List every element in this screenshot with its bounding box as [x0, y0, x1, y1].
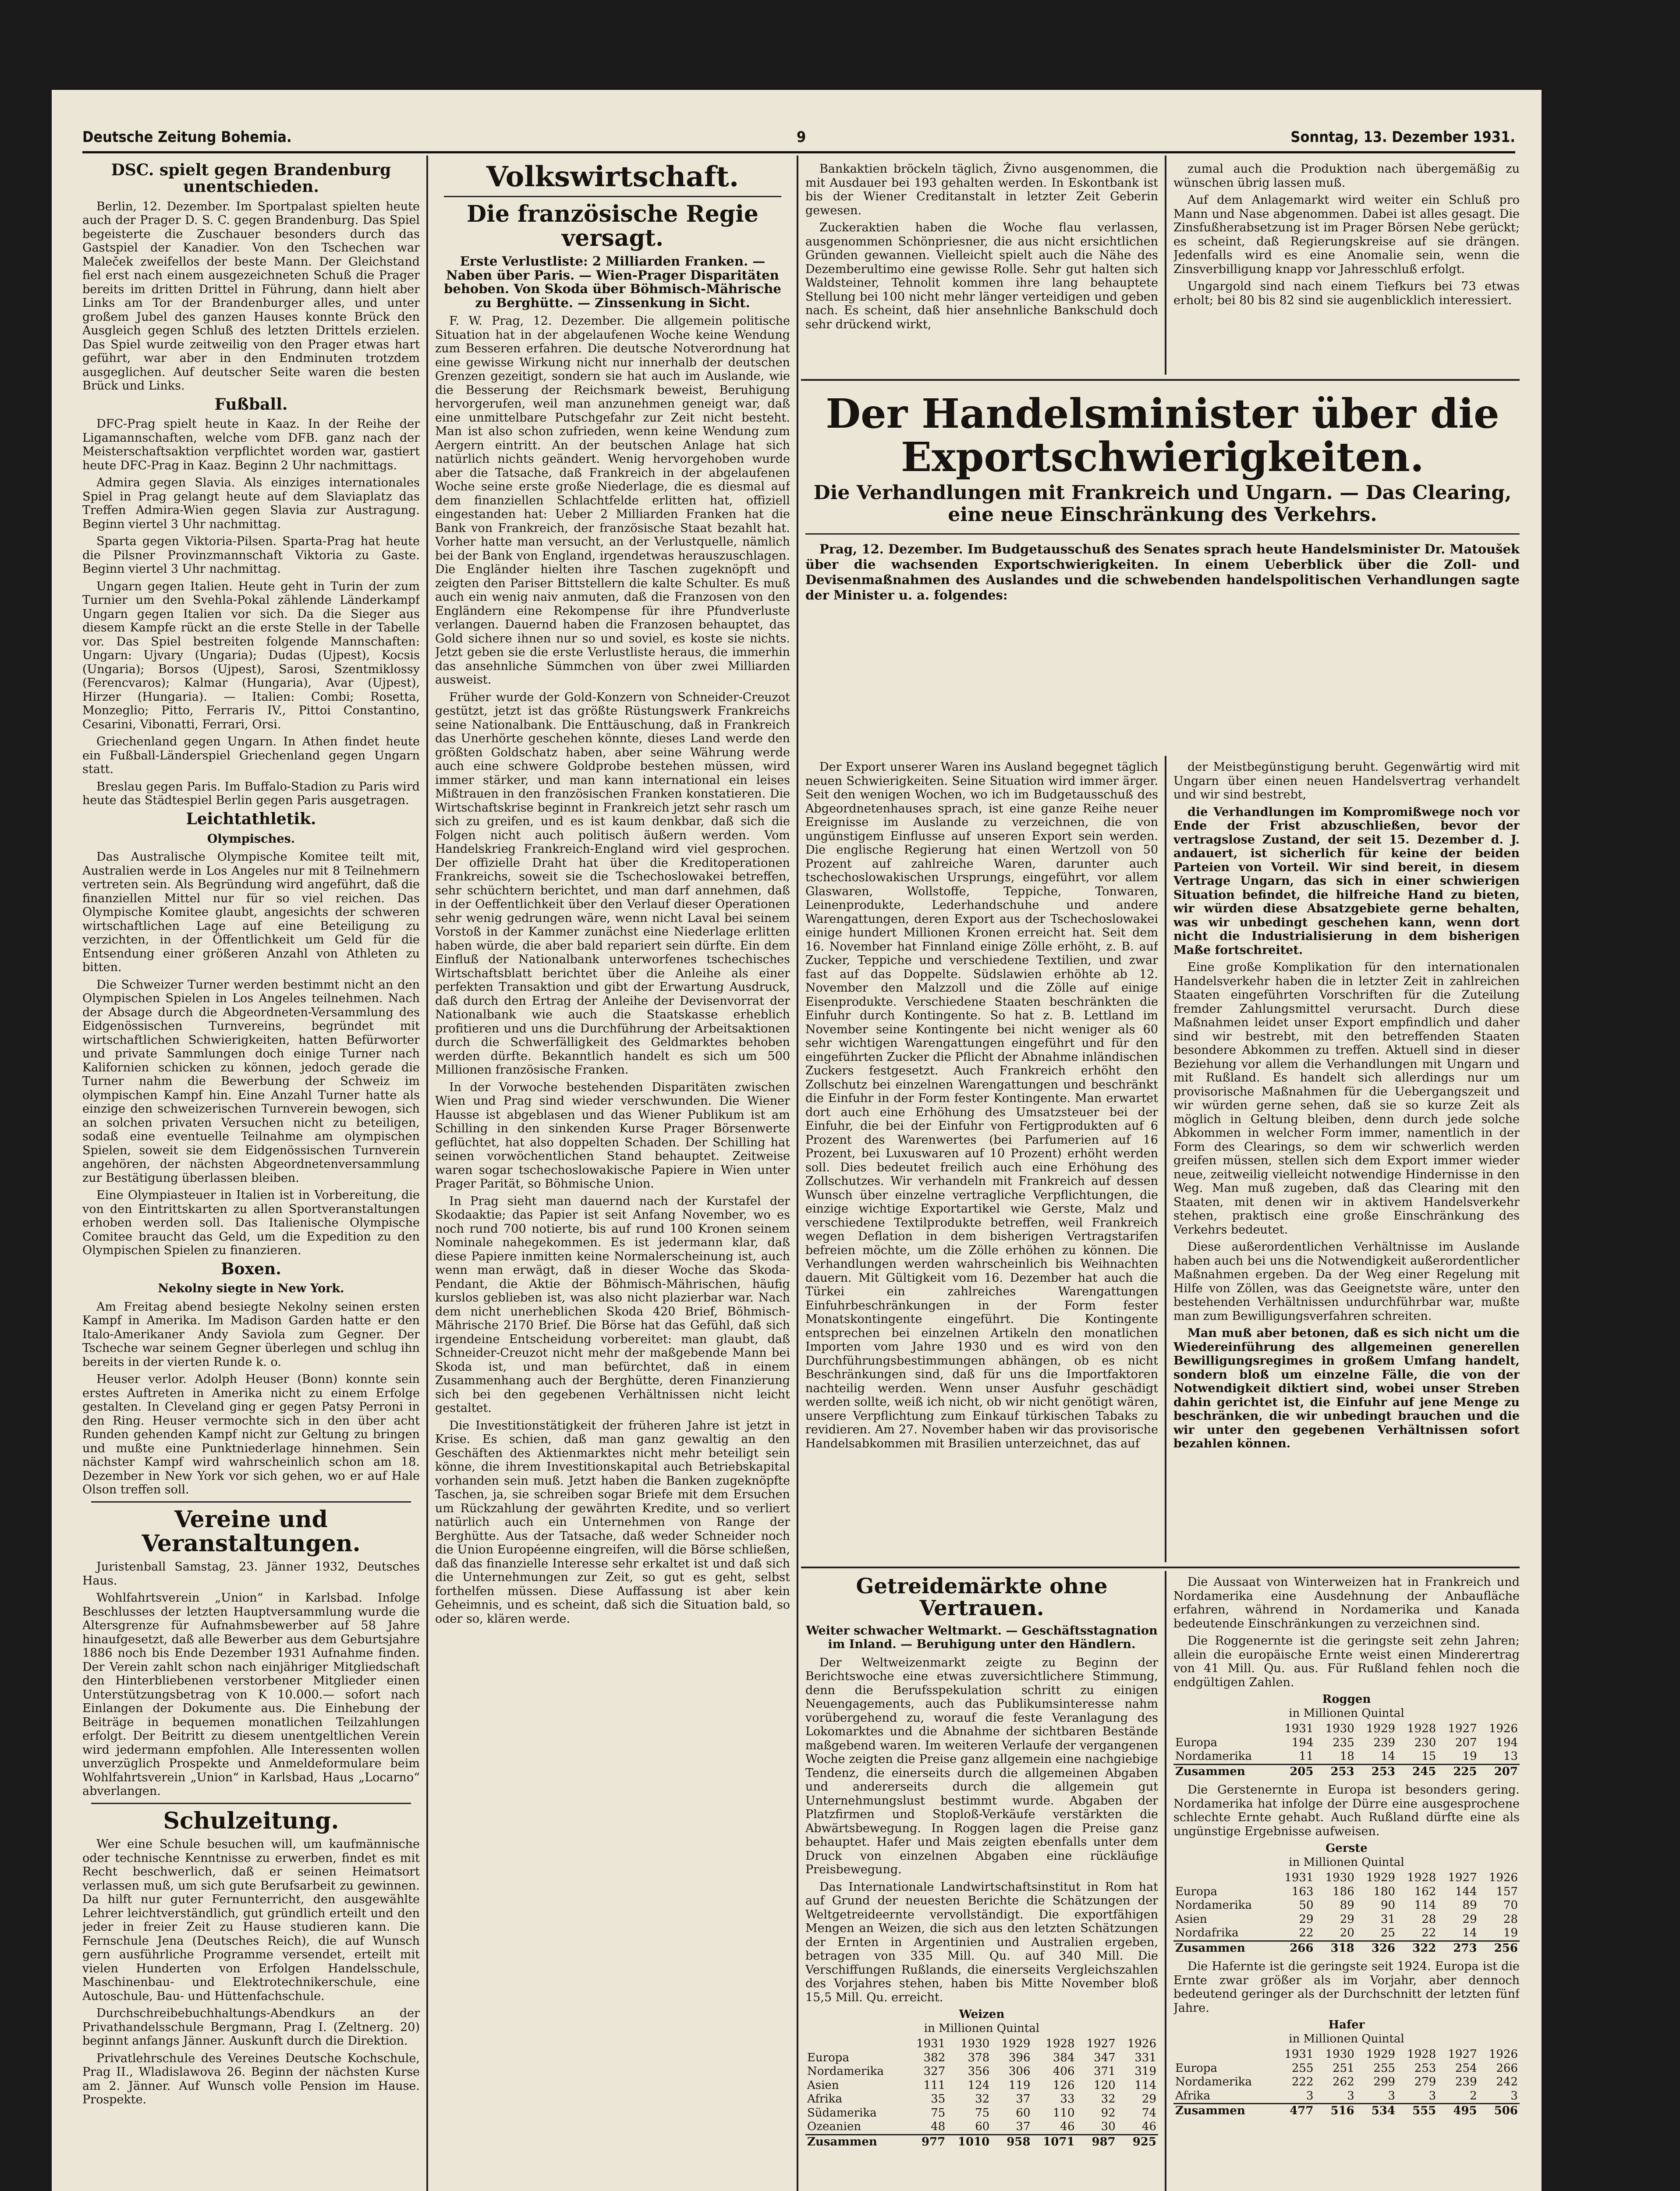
table-cell: 382	[923, 2051, 946, 2064]
table-cell: 90	[1380, 1899, 1396, 1912]
subheadline-trade-minister: Die Verhandlungen mit Frankreich und Ungarn. — Das Clearing, eine neue Einschränkung des Verkehrs.	[813, 481, 1512, 526]
table-cell: 1929	[1366, 2048, 1396, 2061]
table-cell: 977	[906, 2134, 947, 2149]
headline-school: Schulzeitung.	[163, 1807, 339, 1834]
table-cell: 60	[1016, 2106, 1031, 2120]
table-row	[805, 2051, 1158, 2065]
table-cell: 46	[1060, 2120, 1075, 2134]
table-cell: 1926	[1127, 2037, 1156, 2051]
table-title-oats: Hafer	[1328, 2018, 1365, 2031]
article-paragraph: In Prag sieht man dauernd nach der Kurstafel der Skodaaktie; das Papier ist seit Anfang November, wo es noch rund 700 notierte, bis auf rund 100 Kronen seinem Nominale nahegekommen. Es ist jedermann klar, daß diese Papiere inmitten keine Normalerscheinung ist, auch wenn man erwägt, daß in dieser Woche das Skoda-Pendant, die Aktie der Böhmisch-Mährischen, häufig kurslos geblieben ist, was also nicht plazierbar war. Nach dem nicht unerheblichen Skoda 420 Brief, Böhmisch-Mährische 2170 Brief. Die Börse hat das Gefühl, daß sich irgendeine Entscheidung vorbereitet: man glaubt, daß Schneider-Creuzot nicht mehr der maßgebende Mann bei Skoda ist, und man befürchtet, daß in einem Zusammenhang auch der Berghütte, deren Finanzierung sich bei den gegebenen Verhältnissen nicht leicht gestaltet.	[435, 1194, 790, 1415]
table-row	[1173, 2075, 1520, 2089]
table-cell: 92	[1101, 2106, 1116, 2120]
table-cell: 22	[1421, 1926, 1436, 1939]
table-cell: 15	[1421, 1750, 1436, 1763]
table-cell: 371	[1094, 2065, 1116, 2078]
table-cell: Europa	[1175, 2061, 1217, 2075]
table-header-row	[1173, 1871, 1520, 1885]
table-cell: Europa	[1175, 1885, 1217, 1898]
table-cell: 14	[1380, 1750, 1396, 1763]
table-cell: 33	[1060, 2092, 1075, 2106]
article-paragraph-emphasis: Man muß aber betonen, daß es sich nicht um die Wiedereinführung des allgemeinen generellen Bewilligungsregimes in großem Umfang handelt, sondern bloß um einzelne Fälle, die von der Notwendigkeit diktiert sind, wobei unser Streben dahin gerichtet ist, die Einfuhr auf jene Menge zu beschränken, die wir unbedingt brauchen und die wir unter den gegebenen Verhältnissen sofort bezahlen können.	[1173, 1326, 1520, 1450]
table-cell: Europa	[1175, 1736, 1217, 1749]
table-row	[805, 2079, 1158, 2093]
article-paragraph: Am Freitag abend besiegte Nekolny seinen ersten Kampf in Amerika. Im Madison Garden hatte er den Italo-Amerikaner Andy Saviola zum Gegner. Der Tscheche war seinem Gegner überlegen und schlug ihn bereits in der vierten Runde k. o.	[82, 1300, 420, 1369]
table-total-row	[1173, 2104, 1520, 2118]
table-cell: 28	[1503, 1912, 1518, 1926]
table-cell: 75	[975, 2106, 990, 2120]
table-cell: 356	[968, 2065, 990, 2078]
deck-french-regie: Erste Verlustliste: 2 Milliarden Franken. — Naben über Paris. — Wien-Prager Disparitäten behoben. Von Skoda über Böhmisch-Mährische zu Berghütte. — Zinssenkung in Sicht.	[444, 254, 781, 310]
table-row	[1173, 1885, 1520, 1899]
table-cell: 3	[1428, 2089, 1436, 2102]
headline-trade-minister: Der Handelsminister über die Exportschwierigkeiten.	[826, 392, 1499, 481]
table-cell: 242	[1496, 2075, 1518, 2088]
table-rye	[1173, 1722, 1520, 1779]
table-cell: 477	[1274, 2104, 1315, 2118]
table-cell: 114	[1414, 1899, 1436, 1912]
table-cell: 516	[1315, 2104, 1356, 2118]
table-cell: Europa	[807, 2051, 849, 2064]
headline-boxing: Boxen.	[221, 1259, 281, 1278]
masthead	[82, 116, 1515, 153]
table-cell: 1930	[961, 2037, 990, 2051]
section-title-economy: Volkswirtschaft.	[486, 162, 739, 193]
table-cell: 60	[975, 2120, 990, 2134]
table-cell: 279	[1414, 2075, 1436, 2088]
article-paragraph: Zuckeraktien haben die Woche flau verlassen, ausgenommen Schönpriesner, die aus nicht ersichtlichen Gründen gewannen. Vielleicht spielt auch die Nähe des Dezemberultimo eine gewisse Rolle. Sehr gut halten sich Waldsteiner, Tehnolit kommen ihre lang behauptete Stellung bei 100 nicht mehr länger verteidigen und geben nach. Es scheint, daß hier ansehnliche Bankschuld doch sehr drückend wirkt,	[805, 221, 1158, 331]
article-paragraph: Die Gerstenernte in Europa ist besonders gering. Nordamerika hat infolge der Dürre eine ausgesprochene schlechte Ernte gehabt. Auch Rußland dürfte eine als ungünstige Ergebnisse aufweisen.	[1173, 1783, 1520, 1838]
table-cell: 25	[1380, 1926, 1396, 1939]
table-cell: 1927	[1448, 1722, 1477, 1735]
table-cell: Südamerika	[807, 2106, 877, 2120]
table-cell	[1173, 1871, 1274, 1885]
table-cell: 29	[1141, 2092, 1156, 2106]
table-cell: 50	[1299, 1899, 1314, 1912]
table-cell: 19	[1462, 1750, 1477, 1763]
section-rule	[801, 379, 1520, 381]
table-cell: Asien	[1175, 1912, 1207, 1926]
table-cell: 110	[1053, 2106, 1075, 2120]
table-header-row	[1173, 1722, 1520, 1736]
table-cell: 124	[968, 2078, 990, 2092]
table-row	[1173, 1736, 1520, 1750]
table-cell: 266	[1496, 2061, 1518, 2075]
column-sports	[82, 162, 420, 2191]
table-cell: 987	[1077, 2134, 1117, 2149]
table-unit: in Millionen Quintal	[1289, 1855, 1404, 1869]
table-cell: 1928	[1407, 2048, 1436, 2061]
table-cell: 222	[1291, 2075, 1314, 2088]
table-cell: 255	[1291, 2061, 1314, 2075]
table-cell: 144	[1455, 1885, 1477, 1898]
table-cell: 163	[1291, 1885, 1314, 1898]
table-row	[1173, 1899, 1520, 1913]
table-cell: 3	[1510, 2089, 1518, 2102]
article-paragraph: Auf dem Anlagemarkt wird weiter ein Schluß pro Mann und Nase abgenommen. Dabei ist alles gesagt. Die Zinsfußherabsetzung ist im Prager Börsen Nebe gerückt; es scheint, daß Regierungskreise auf sie drängen. Jedenfalls wird es eine Anomalie sein, wenn die Zinsverbilligung knapp vor Jahresschluß erfolgt.	[1173, 193, 1520, 276]
table-cell: 13	[1503, 1750, 1518, 1763]
table-cell: 19	[1503, 1926, 1518, 1939]
table-cell: Zusammen	[1173, 1764, 1274, 1779]
table-cell: 119	[1008, 2078, 1031, 2092]
article-paragraph: Sparta gegen Viktoria-Pilsen. Sparta-Prag hat heute die Pilsner Provinzmannschaft Viktoria zu Gaste. Beginn viertel 3 Uhr nachmittag.	[82, 535, 420, 576]
article-paragraph: F. W. Prag, 12. Dezember. Die allgemein politische Situation hat in der abgelaufenen Woche keine Wendung zum Besseren erfahren. Die deutsche Notverordnung hat eine gewisse Wirkung nicht nur innerhalb der deutschen Grenzen gezeitigt, sondern sie hat auch im Auslande, wie die Besserung der Reichsmark beweist, Beruhigung hervorgerufen, weil man anzunehmen geneigt war, daß eine unmittelbare Putschgefahr zur Zeit nicht besteht. Man ist also schon zufrieden, wenn keine Wendung zum Aergern eintritt. An der beutschen Anlage hat sich natürlich nichts geändert. Wenig hervorgehoben wurde aber die Tatsache, daß Frankreich in der abgelaufenen Woche seine erste große Niederlage, die es diesmal auf dem finanziellen Schlachtfelde erlitten hat, offiziell eingestanden hat: Ueber 2 Milliarden Franken hat die Bank von Frankreich, der französische Staat bezahlt hat. Vorher hatte man versucht, an der Verlustquelle, nämlich bei der Bank von England, irgendetwas herauszuschlagen. Die Engländer hielten ihre Taschen zugeknöpft und zeigten den Pariser Bittstellern die kalte Schulter. Es muß auch ein wenig naiv anmuten, daß die Franzosen von den Engländern eine Rekompense für ihre Pfundverluste verlangen. Dauernd haben die Franzosen behauptet, das Gold sichere ihnen nur so und soviel, es koste sie nichts. Jetzt geben sie die erste Verlustliste heraus, die immerhin das ansehnliche Sümmchen von über zwei Milliarden ausweist.	[435, 314, 790, 687]
table-cell: 20	[1340, 1926, 1354, 1939]
table-row	[805, 2065, 1158, 2079]
table-unit: in Millionen Quintal	[1289, 2032, 1404, 2046]
table-cell: 28	[1421, 1912, 1436, 1926]
table-cell: 30	[1101, 2120, 1116, 2134]
table-cell: 256	[1479, 1941, 1520, 1955]
table-cell: 1930	[1325, 1871, 1354, 1884]
table-cell: 245	[1397, 1764, 1438, 1779]
table-cell: 14	[1462, 1926, 1477, 1939]
table-cell: 534	[1356, 2104, 1397, 2118]
column-rule	[1165, 1571, 1166, 2191]
table-cell: Zusammen	[1173, 2104, 1274, 2118]
table-cell: 322	[1397, 1941, 1438, 1955]
column-investment-market	[1173, 162, 1520, 375]
table-cell: 89	[1462, 1899, 1477, 1912]
table-cell: 253	[1356, 1764, 1397, 1779]
table-cell: 254	[1455, 2061, 1477, 2075]
table-cell	[1173, 2048, 1274, 2062]
article-paragraph: Die Roggenernte ist die geringste seit zehn Jahren; allein die europäische Ernte weist einen Minderertrag von 41 Mill. Qu. aus. Für Rußland fehlen noch die endgültigen Zahlen.	[1173, 1634, 1520, 1689]
table-row	[1173, 1750, 1520, 1764]
table-row	[1173, 2089, 1520, 2104]
table-cell: 120	[1094, 2078, 1116, 2092]
table-cell: Nordamerika	[1175, 1899, 1252, 1912]
table-cell: 1010	[947, 2134, 991, 2149]
table-cell: 114	[1134, 2078, 1156, 2092]
table-cell: 35	[931, 2092, 946, 2106]
lead-article-header	[805, 392, 1520, 752]
table-cell: 1929	[1366, 1871, 1396, 1884]
article-paragraph: Die Hafernte ist die geringste seit 1924. Europa ist die Ernte zwar größer als im Vorjahr, aber dennoch bedeutend geringer als der Durchschnitt der letzten fünf Jahre.	[1173, 1960, 1520, 2015]
newspaper-page	[52, 90, 1542, 2191]
table-cell: 230	[1414, 1736, 1436, 1749]
article-paragraph: Privatlehrschule des Vereines Deutsche Kochschule, Prag II., Wladislawova 26. Beginn der nächsten Kurse am 2. Jänner. Auf Wunsch volle Pension im Hause. Prospekte.	[82, 2051, 420, 2107]
article-paragraph: Früher wurde der Gold-Konzern von Schneider-Creuzot gestützt, jetzt ist das größte Rüstungswerk Frankreichs seine Nationalbank. Die Enttäuschung, daß in Frankreich das Unerhörte geschehen könnte, dieses Land werde den größten Goldschatz haben, aber seine Währung werde auch eine schwere Goldprobe bestehen müssen, wird immer stärker, und man kann international ein leises Mißtrauen in den französischen Franken konstatieren. Die Wirtschaftskrise beginnt in Frankreich jetzt sehr rasch um sich zu greifen, und es ist kaum denkbar, daß sich die Folgen nicht auch politisch äußern werden. Vom Handelskrieg Frankreich-England wird viel gesprochen. Der offizielle Draht hat über die Kreditoperationen Frankreichs, soweit sie die Tschechoslowakei betreffen, sehr schüchtern berichtet, und man darf annehmen, daß in der Oeffentlichkeit über den Verlauf dieser Operationen sehr wenig gedrungen wäre, wenn nicht Laval bei seinem Vorstoß in der Kammer zunächst eine Niederlage erlitten haben würde, die aber bald repariert sein dürfte. Ein dem Einfluß der Nationalbank unterworfenes tschechisches Wirtschaftsblatt berichtet über die Anleihe als einer perfekten Transaktion und gibt der Erwartung Ausdruck, daß durch den Ertrag der Anleihe der Devisenvorrat der Nationalbank wie auch die Staatskasse erheblich profitieren und uns die Durchführung der Arbeitsaktionen durch die Schwerfälligkeit des Geldmarktes behoben werden dürfte. Bekanntlich handelt es sich um 500 Millionen französische Franken.	[435, 690, 790, 1077]
table-cell: 958	[991, 2134, 1032, 2149]
article-paragraph: der Meistbegünstigung beruht. Gegenwärtig wird mit Ungarn über einen neuen Handelsvertrag verhandelt und wir sind bestrebt,	[1173, 760, 1520, 801]
table-header-row	[805, 2037, 1158, 2051]
table-cell: 1928	[1046, 2037, 1075, 2051]
table-total-row	[805, 2134, 1158, 2149]
table-cell: 225	[1438, 1764, 1478, 1779]
table-cell: 1927	[1448, 2048, 1477, 2061]
table-cell: 406	[1053, 2065, 1075, 2078]
headline-french-regie: Die französische Regie versagt.	[467, 201, 758, 252]
table-cell: 1931	[916, 2037, 946, 2051]
table-cell: 1930	[1325, 1722, 1354, 1735]
table-cell: 239	[1455, 2075, 1477, 2088]
table-cell: 1926	[1489, 2048, 1518, 2061]
table-cell: 262	[1333, 2075, 1354, 2088]
table-cell: 396	[1008, 2051, 1031, 2064]
table-cell: 1926	[1489, 1722, 1518, 1735]
table-row	[805, 2120, 1158, 2134]
article-paragraph: Wer eine Schule besuchen will, um kaufmännische oder technische Kenntnisse zu erwerben, findet es mit Recht beschwerlich, daß er seinen Heimatsort verlassen muß, um sich gute Berufsarbeit zu gewinnen. Da hilft nur guter Fernunterricht, den ausgewählte Lehrer leichtverständlich, gut gründlich erteilt und den jeder in freier Zeit zu Hause studieren kann. Die Fernschule Jena (Deutsches Reich), die auf Wunsch gern ausführliche Programme versendet, erteilt mit vielen Hunderten von Erfolgen Handelsschule, Maschinenbau- und Elektrotechnikerschule, eine Autoschule, Bau- und Hüttenfachschule.	[82, 1837, 420, 2003]
table-cell: 126	[1053, 2078, 1075, 2092]
table-cell	[805, 2037, 906, 2051]
table-cell: 75	[931, 2106, 946, 2120]
table-header-row	[1173, 2048, 1520, 2062]
column-economy	[435, 162, 790, 2191]
table-title-barley: Gerste	[1326, 1842, 1368, 1855]
table-cell: 31	[1380, 1912, 1396, 1926]
table-cell: Nordafrika	[1175, 1926, 1239, 1939]
grain-article-right	[1173, 1575, 1520, 2191]
lead-intro: Prag, 12. Dezember. Im Budgetausschuß des Senates sprach heute Handelsminister Dr. Matoušek über die wachsenden Exportschwierigkeiten. In einem Ueberblick über die Zoll- und Devisenmaßnahmen des Auslandes und die schwebenden handelspolitischen Verhandlungen sagte der Minister u. a. folgendes:	[805, 541, 1520, 603]
masthead-page-number: 9	[797, 128, 806, 146]
table-cell: 32	[975, 2092, 990, 2106]
subheadline-boxing: Nekolny siegte in New York.	[158, 1282, 344, 1296]
table-cell: 70	[1503, 1899, 1518, 1912]
column-rule	[1165, 156, 1166, 375]
grain-article-left	[805, 1575, 1158, 2191]
table-row	[1173, 1926, 1520, 1941]
table-cell: 186	[1333, 1885, 1354, 1898]
table-cell: 273	[1438, 1941, 1478, 1955]
table-cell: 1927	[1086, 2037, 1116, 2051]
table-cell: 2	[1470, 2089, 1477, 2102]
divider	[805, 533, 1520, 535]
table-row	[1173, 2062, 1520, 2076]
article-paragraph: DFC-Prag spielt heute in Kaaz. In der Reihe der Ligamannschaften, welche vom DFB. ganz nach der Meisterschaftsaktion verpflichtet worden war, gastiert heute DFC-Prag in Kaaz. Beginn 2 Uhr nachmittags.	[82, 417, 420, 472]
article-paragraph: Ungargold sind nach einem Tiefkurs bei 73 etwas erholt; bei 80 bis 82 sind sie augenblicklich interessiert.	[1173, 280, 1520, 307]
table-cell: 327	[923, 2065, 946, 2078]
headline-events: Vereine und Veranstaltungen.	[142, 1506, 361, 1557]
table-cell: 194	[1496, 1736, 1518, 1749]
table-cell: 331	[1134, 2051, 1156, 2064]
table-total-row	[1173, 1764, 1520, 1779]
table-cell: 495	[1438, 2104, 1478, 2118]
table-cell: 22	[1299, 1926, 1314, 1939]
column-rule	[426, 156, 428, 2191]
table-row	[805, 2106, 1158, 2120]
divider	[444, 196, 781, 197]
table-cell: Zusammen	[1173, 1941, 1274, 1955]
article-paragraph: Eine große Komplikation für den internationalen Handelsverkehr haben die in letzter Zeit in zahlreichen Staaten eingeführten Vorschriften für die Zuteilung fremder Zahlungsmittel verursacht. Durch diese Maßnahmen leidet unser Export empfindlich und daher sind wir bestrebt, mit den betreffenden Staaten besondere Abkommen zu treffen. Aktuell sind in dieser Beziehung vor allem die Verhandlungen mit Ungarn und mit Rußland. Es handelt sich allerdings nur um provisorische Maßnahmen für die Uebergangszeit und wir würden gerne sehen, daß sie so kurze Zeit als möglich in Geltung bleiben, denn durch jede solche Abkommen in welcher Form immer, namentlich in der Form des Clearings, so dem wir schwerlich werden greifen müssen, stellen sich dem Export immer wieder neue, zeitweilig vielleicht notwendige Hindernisse in den Weg. Man muß zugeben, daß das Clearing mit den Staaten, mit denen wir in aktivem Handelsverkehr stehen, praktisch eine große Einschränkung des Verkehrs bedeutet.	[1173, 961, 1520, 1237]
article-paragraph: zumal auch die Produktion nach übergemäßig zu wünschen übrig lassen muß.	[1173, 162, 1520, 190]
article-paragraph: In der Vorwoche bestehenden Disparitäten zwischen Wien und Prag sind wieder verschwunden. Die Wiener Hausse ist abgeblasen und das Wiener Publikum ist am Schilling in den sinkenden Kurse Prager Börsenwerte geflüchtet, hat also doppelten Schaden. Der Schilling hat seinen vorwöchentlichen Stand behauptet. Zeitweise waren sogar tschechoslowakische Papiere in Wien unter Prager Parität, so Böhmische Union.	[435, 1080, 790, 1191]
headline-football: Fußball.	[214, 395, 288, 414]
table-cell: 1930	[1325, 2048, 1354, 2061]
section-rule	[801, 1567, 1520, 1568]
article-paragraph: Juristenball Samstag, 23. Jänner 1932, Deutsches Haus.	[82, 1560, 420, 1588]
article-paragraph: Der Weltweizenmarkt zeigte zu Beginn der Berichtswoche eine etwas zuversichtlichere Stimmung, denn die Berufsspekulation schritt zu einigen Neuengagements, auch das Publikumsinteresse nahm vorübergehend zu, worauf die feste Veranlagung des Lokomarktes und die Abnahme der sichtbaren Bestände maßgebend waren. Im weiteren Verlaufe der vergangenen Woche zeigten die Preise ganz allgemein eine nachgiebige Tendenz, die einerseits durch die allgemeinen Abgaben und andererseits durch die allgemein gut Unternehmungslust bestimmt wurde. Abgaben der Platzfirmen und Stoploß-Verkäufe verstärkten die Abwärtsbewegung. In Roggen lagen die Preise ganz behauptet. Hafer und Mais zeigten ebenfalls unter dem Druck von einzelnen Abgaben eine rückläufige Preisbewegung.	[805, 1656, 1158, 1877]
subheadline-olympics: Olympisches.	[207, 832, 295, 846]
table-cell: 29	[1340, 1912, 1354, 1926]
divider	[91, 1803, 411, 1804]
table-cell: 207	[1455, 1736, 1477, 1749]
column-rule	[1165, 756, 1166, 1562]
table-oats	[1173, 2048, 1520, 2118]
table-cell: 207	[1479, 1764, 1520, 1779]
table-cell: 266	[1274, 1941, 1315, 1955]
table-cell: Zusammen	[805, 2134, 906, 2149]
article-paragraph: Griechenland gegen Ungarn. In Athen findet heute ein Fußball-Länderspiel Griechenland gegen Ungarn statt.	[82, 735, 420, 776]
article-paragraph: Wohlfahrtsverein „Union“ in Karlsbad. Infolge Beschlusses der letzten Hauptversammlung wurde die Altersgrenze für Aufnahmsbewerber auf 58 Jahre hinaufgesetzt, daß alle Bewerber aus dem Geburtsjahre 1886 noch bis Ende Dezember 1931 Aufnahme finden. Der Verein zahlt schon nach einjähriger Mitgliedschaft den Hinterbliebenen verstorbener Mitglieder einen Unterstützungsbetrag von K 10.000.— sofort nach Einlangen der Dokumente aus. Die Einhebung der Beiträge in bequemen monatlichen Teilzahlungen erfolgt. Der Beitritt zu diesem unentgeltlichen Verein wird jedermann empfohlen. Alle Interessenten wollen unverzüglich Prospekte und Anmeldeformulare beim Wohlfahrtsverein „Union“ in Karlsbad, Haus „Locarno“ abverlangen.	[82, 1591, 420, 1798]
table-barley	[1173, 1871, 1520, 1955]
table-cell: 11	[1299, 1750, 1314, 1763]
article-paragraph-emphasis: die Verhandlungen im Kompromißwege noch vor Ende der Frist abzuschließen, bevor der vertragslose Zustand, der seit 15. Dezember d. J. andauert, ist sicherlich für keine der beiden Parteien von Vorteil. Wir sind bereit, in diesem Vertrage Ungarn, das sich in einer schwierigen Situation befindet, die hilfreiche Hand zu bieten, wir würden diese Absatzgebiete gerne behalten, was wir unbedingt geschehen kann, wenn dort nicht die Industrialisierung in dem bisherigen Maße fortschreitet.	[1173, 805, 1520, 957]
article-paragraph: Die Aussaat von Winterweizen hat in Frankreich und Nordamerika eine Ausdehnung der Anbaufläche erfahren, während in Nordamerika und Kanada bedeutende Einschränkungen zu verzeichnen sind.	[1173, 1575, 1520, 1631]
table-cell: 1928	[1407, 1871, 1436, 1884]
column-rule	[797, 156, 798, 2191]
table-cell: 32	[1101, 2092, 1116, 2106]
article-paragraph: Admira gegen Slavia. Als einziges internationales Spiel in Prag gelangt heute auf dem Slaviaplatz das Treffen Admira-Wien gegen Slavia zur Austragung. Beginn viertel 3 Uhr nachmittag.	[82, 476, 420, 531]
table-cell: Ozeanien	[807, 2120, 861, 2134]
article-paragraph: Eine Olympiasteuer in Italien ist in Vorbereitung, die von den Eintrittskarten zu allen Sportveranstaltungen erhoben werden soll. Das Italienische Olympische Comitee braucht das Geld, um die Expedition zu den Olympischen Spielen zu finanzieren.	[82, 1188, 420, 1258]
table-cell: 378	[968, 2051, 990, 2064]
article-paragraph: Durchschreibebuchhaltungs-Abendkurs an der Privathandelsschule Bergmann, Prag I. (Zeltnerg. 20) beginnt anfangs Jänner. Auskunft durch die Direktion.	[82, 2007, 420, 2048]
table-wheat	[805, 2037, 1158, 2149]
article-paragraph: Breslau gegen Paris. Im Buffalo-Stadion zu Paris wird heute das Städtespiel Berlin gegen Paris ausgetragen.	[82, 780, 420, 808]
table-cell: 157	[1496, 1885, 1518, 1898]
masthead-date: Sonntag, 13. Dezember 1931.	[1290, 128, 1515, 146]
table-cell: Nordamerika	[1175, 2075, 1252, 2088]
table-cell: 3	[1347, 2089, 1354, 2102]
lead-article-right	[1173, 760, 1520, 1562]
table-cell: Nordamerika	[1175, 1750, 1252, 1763]
table-cell: 3	[1306, 2089, 1314, 2102]
table-cell: 506	[1479, 2104, 1520, 2118]
table-title-wheat: Weizen	[959, 2008, 1005, 2021]
table-unit: in Millionen Quintal	[1289, 1706, 1404, 1720]
article-paragraph: Ungarn gegen Italien. Heute geht in Turin der zum Turnier um den Svehla-Pokal zählende Länderkampf Ungarn gegen Italien vor sich. Da die Sieger aus diesem Kampfe rückt an die erste Stelle in der Tabelle vor. Das Spiel bestreiten folgende Mannschaften: Ungarn: Ujvary (Ungaria); Dudas (Ujpest), Kocsis (Ungaria); Borsos (Ujpest), Sarosi, Szentmiklossy (Ferencvaros); Kalmar (Hungaria), Avar (Ujpest), Hirzer (Hungaria). — Italien: Combi; Rosetta, Monzeglio; Pitto, Ferraris IV., Pittoi Constantino, Cesarini, Vibonatti, Ferrari, Orsi.	[82, 579, 420, 731]
table-cell: 46	[1141, 2120, 1156, 2134]
table-cell: 1926	[1489, 1871, 1518, 1884]
table-row	[1173, 1913, 1520, 1927]
table-cell: 253	[1315, 1764, 1356, 1779]
headline-athletics: Leichtathletik.	[186, 809, 316, 828]
headline-grain-markets: Getreidemärkte ohne Vertrauen.	[856, 1575, 1108, 1621]
table-cell: 1929	[1366, 1722, 1396, 1735]
table-cell: 29	[1462, 1912, 1477, 1926]
deck-grain-markets: Weiter schwacher Weltmarkt. — Geschäftsstagnation im Inland. — Beruhigung unter den Händlern.	[806, 1624, 1158, 1652]
table-cell: 18	[1340, 1750, 1354, 1763]
table-cell: 37	[1016, 2120, 1031, 2134]
table-cell: 180	[1373, 1885, 1396, 1898]
table-cell: 1931	[1284, 1871, 1314, 1884]
table-cell: 319	[1134, 2065, 1156, 2078]
headline-hockey: DSC. spielt gegen Brandenburg unentschieden.	[111, 162, 391, 196]
table-cell: 239	[1373, 1736, 1396, 1749]
article-hockey-body: Berlin, 12. Dezember. Im Sportpalast spielten heute auch der Prager D. S. C. gegen Brandenburg. Das Spiel begeisterte die Zuschauer besonders durch das Gastspiel der Kanadier. Von den Tschechen war Maleček zweifellos der beste Mann. Der Gleichstand fiel erst nach einem ausgezeichneten Schuß die Prager bereits im dritten Drittel in Führung, dann hielt aber Links am Tor der Brandenburger alles, und unter großem Jubel des ganzen Hauses konnte Brück den Ausgleich gegen Schluß des letzten Drittels erzielen. Das Spiel wurde zeitweilig von den Prager etwas hart geführt, war aber in den Endminuten trotzdem ausgeglichen. Auf deutscher Seite waren die besten Brück und Links.	[82, 199, 420, 393]
table-cell: 37	[1016, 2092, 1031, 2106]
table-cell: 111	[923, 2078, 946, 2092]
table-cell: 29	[1299, 1912, 1314, 1926]
table-cell: 326	[1356, 1941, 1397, 1955]
table-cell: 235	[1333, 1736, 1354, 1749]
table-cell: Afrika	[1175, 2089, 1210, 2102]
table-total-row	[1173, 1941, 1520, 1955]
table-cell: 1928	[1407, 1722, 1436, 1735]
table-cell: 255	[1373, 2061, 1396, 2075]
table-cell: 925	[1117, 2134, 1158, 2149]
article-paragraph: Bankaktien bröckeln täglich, Živno ausgenommen, die mit Ausdauer bei 193 gehalten werden. In Eskontbank ist bis der Wiener Creditanstalt in letzter Zeit Geberin gewesen.	[805, 162, 1158, 217]
table-cell: 306	[1008, 2065, 1031, 2078]
table-cell: 89	[1340, 1899, 1354, 1912]
table-row	[805, 2092, 1158, 2106]
table-unit: in Millionen Quintal	[924, 2021, 1040, 2035]
table-cell: 205	[1274, 1764, 1315, 1779]
table-cell: 48	[931, 2120, 946, 2134]
table-cell: Afrika	[807, 2092, 842, 2106]
table-cell	[1173, 1722, 1274, 1736]
article-paragraph: Diese außerordentlichen Verhältnisse im Auslande haben auch bei uns die Notwendigkeit außerordentlicher Maßnahmen ergeben. Da der Weg einer Regelung mit Hilfe von Zöllen, was das Geeignetste wäre, unter den bestehenden Verhältnissen undurchführbar war, mußte man zum Bewilligungsverfahren schreiten.	[1173, 1240, 1520, 1323]
table-cell: Asien	[807, 2078, 839, 2092]
masthead-paper-name: Deutsche Zeitung Bohemia.	[82, 128, 292, 146]
table-cell: 1071	[1032, 2134, 1077, 2149]
article-paragraph: Heuser verlor. Adolph Heuser (Bonn) konnte sein erstes Auftreten in Amerika nicht zu einem Erfolge gestalten. In Cleveland ging er gegen Patsy Perroni in den Ring. Heuser vermochte sich in den über acht Runden gehenden Kampf nicht zur Geltung zu bringen und mußte eine Punktniederlage hinnehmen. Sein nächster Kampf wird wahrscheinlich schon am 18. Dezember in New York vor sich gehen, wo er auf Hale Olson treffen soll.	[82, 1372, 420, 1497]
column-bank-shares	[805, 162, 1158, 375]
table-cell: 74	[1141, 2106, 1156, 2120]
article-paragraph: Die Investitionstätigkeit der früheren Jahre ist jetzt in Krise. Es schien, daß man ganz gewaltig an den Geschäften des Aktienmarktes nicht mehr beteiligt sein könne, die ihrem Investitionskapital auch Betriebskapital vorhanden sein muß. Jetzt haben die Banken zugeknöpfte Taschen, ja, sie schreiben sogar Briefe mit dem Ersuchen um Rückzahlung der gewährten Kredite, und so verliert natürlich auch ein Unternehmen von Range der Berghütte. Aus der Tatsache, daß weder Schneider noch die Union Européenne eingreifen, will die Börse schließen, daß das finanzielle Interesse sehr erkaltet ist und daß sich die Unternehmungen zur Zeit, so gut es geht, selbst forthelfen müssen. Diese Auffassung ist aber kein Geheimnis, und es scheint, daß sich die Situation bald, so oder so, klären werde.	[435, 1418, 790, 1626]
table-cell: 253	[1414, 2061, 1436, 2075]
table-cell: 347	[1094, 2051, 1116, 2064]
table-cell: 555	[1397, 2104, 1438, 2118]
table-cell: 1931	[1284, 1722, 1314, 1735]
table-cell: 1931	[1284, 2048, 1314, 2061]
lead-article-left	[805, 760, 1158, 1562]
table-cell: 384	[1053, 2051, 1075, 2064]
table-cell: Nordamerika	[807, 2065, 884, 2078]
table-title-rye: Roggen	[1322, 1693, 1371, 1706]
table-cell: 194	[1291, 1736, 1314, 1749]
article-paragraph: Die Schweizer Turner werden bestimmt nicht an den Olympischen Spielen in Los Angeles teilnehmen. Nach der Absage durch die Abgeordneten-Versammlung des Eidgenössischen Turnvereins, begründet mit wirtschaftlichen Schwierigkeiten, hatten Befürworter und private Sammlungen doch einige Turner nach Kalifornien schicken zu können, jedoch gerade die Turner nahm die Bewerbung der Schweiz im olympischen Kampf hin. Eine Anzahl Turner hatte als einzige den schweizerischen Turnverein bewogen, sich an solchen privaten Versuchen nicht zu beteiligen, sodaß eine eventuelle Teilnahme am olympischen Spielen, soweit sie dem Eidgenössischen Turnverein angehören, der nächsten Abgeordnetenversammlung zur Bestätigung überlassen bleiben.	[82, 978, 420, 1185]
table-cell: 299	[1373, 2075, 1396, 2088]
article-paragraph: Das Australische Olympische Komitee teilt mit, Australien werde in Los Angeles nur mit 8 Teilnehmern vertreten sein. Als Begründung wird angeführt, daß die finanziellen Mittel nur für so viel reichen. Das Olympische Komitee glaubt, angesichts der schweren wirtschaftlichen Lage auf eine Beteiligung zu verzichten, in der Öffentlichkeit um Geld für die Entsendung einer größeren Anzahl von Athleten zu bitten.	[82, 850, 420, 975]
table-cell: 1929	[1001, 2037, 1031, 2051]
table-cell: 162	[1414, 1885, 1436, 1898]
table-cell: 1927	[1448, 1871, 1477, 1884]
article-paragraph: Das Internationale Landwirtschaftsinstitut in Rom hat auf Grund der neuesten Berichte die Schätzungen der Weltgetreideernte vervollständigt. Die exportfähigen Mengen an Weizen, die sich aus den letzten Schätzungen der Ernten in Argentinien und Australien ergeben, betragen von 335 Mill. Qu. auf 340 Mill. Die Verschiffungen Rußlands, die einerseits Vergleichszahlen des Vorjahres stehen, haben bis Mitte November bloß 15,5 Mill. Qu. erreicht.	[805, 1880, 1158, 2004]
table-cell: 318	[1315, 1941, 1356, 1955]
table-cell: 3	[1388, 2089, 1396, 2102]
divider	[91, 1501, 411, 1503]
table-cell: 251	[1333, 2061, 1354, 2075]
article-paragraph: Der Export unserer Waren ins Ausland begegnet täglich neuen Schwierigkeiten. Seine Situation wird immer ärger. Seit den wenigen Wochen, wo ich im Budgetausschuß des Abgeordnetenhauses sprach, ist eine ganze Reihe neuer Ereignisse im Auslande zu verzeichnen, die von ungünstigem Einflusse auf unseren Export sein werden. Die englische Regierung hat einen Wertzoll von 50 Prozent auf zahlreiche Waren, darunter auch tschechoslowakischen Ursprungs, eingeführt, vor allem Glaswaren, Wollstoffe, Teppiche, Tonwaren, Leinenprodukte, Lederhandschuhe und andere Warengattungen, deren Export aus der Tschechoslowakei einige hundert Millionen Kronen erreicht hat. Seit dem 16. November hat Finnland einige Zölle erhöht, z. B. auf Zucker, Teppiche und verschiedene Textilien, und zwar fast auf das Doppelte. Südslawien erhöhte ab 12. November den Malzzoll und die Zölle auf einige Eisenprodukte. Verschiedene Staaten beschränkten die Einfuhr durch Kontingente. So hat z. B. Lettland im November seine Kontingente bei nicht weniger als 60 sehr wichtigen Warengattungen eingeführt und für den eingeführten Zucker die Pflicht der Abnahme inländischen Zuckers festgesetzt. Auch Frankreich erhöht den Zollschutz bei einzelnen Warengattungen und beschränkt die Einfuhr in der Form fester Kontingente. Man erwartet dort auch eine Erhöhung des Umsatzsteuer bei der Einfuhr, die bei der Einfuhr von Fertigprodukten auf 6 Prozent des Warenwertes (bei Parfumerien auf 16 Prozent, bei Luxuswaren auf 10 Prozent) erhöht werden soll. Dies bedeutet freilich auch eine Erhöhung des Zollschutzes. Wir verhandeln mit Frankreich auf dessen Wunsch über einzelne vertragliche Verpflichtungen, die einzige wichtige Exportartikel wie Gerste, Malz und verschiedene Textilprodukte betreffen, weil Frankreich wegen Deflation in dem bisherigen Vertragstarifen befreien möchte, um die Zölle erhöhen zu können. Die Verhandlungen werden wahrscheinlich bis Weihnachten dauern. Mit Gültigkeit vom 16. Dezember hat auch die Türkei ein zahlreiches Warengattungen Einfuhrbeschränkungen in der Form fester Monatskontingente eingeführt. Die Kontingente entsprechen bei einzelnen Artikeln den monatlichen Importen vom Jahre 1930 und es wird von den Durchführungsbestimmungen abhängen, ob es nicht Beschränkungen sind, daß für uns die Importfaktoren nachteilig werden. Wenn unser Ausfuhr geschädigt werden sollte, weiß ich nicht, ob wir nicht genötigt wären, unsere Verpflichtung zum Einkauf türkischen Tabaks zu revidieren. Am 27. November haben wir das provisorische Handelsabkommen mit Brasilien unterzeichnet, das auf	[805, 760, 1158, 1450]
